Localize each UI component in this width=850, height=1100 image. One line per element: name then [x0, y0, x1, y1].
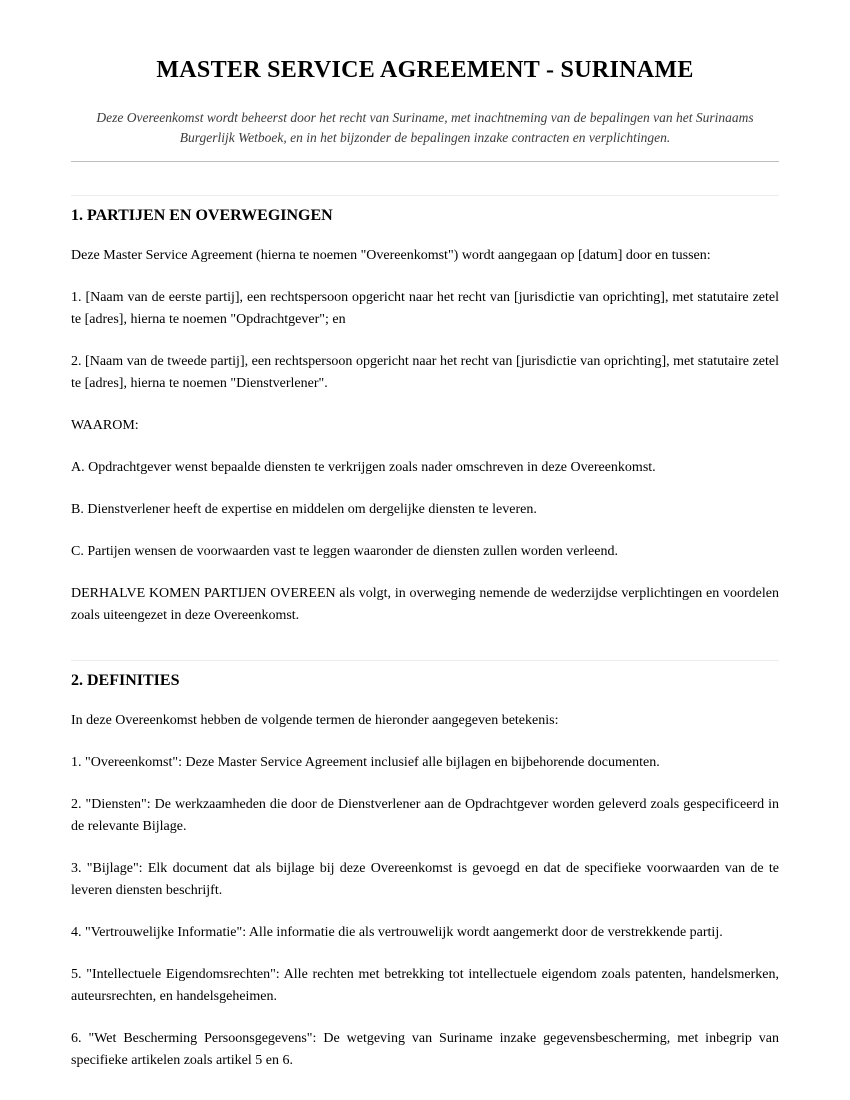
paragraph: 3. "Bijlage": Elk document dat als bijlage bij deze Overeenkomst is gevoegd en dat de specifieke voorwaarden van de te leveren diensten beschrijft.: [71, 861, 779, 899]
section-heading: 2. DEFINITIES: [71, 671, 180, 689]
paragraph: In deze Overeenkomst hebben de volgende termen de hieronder aangegeven betekenis:: [71, 713, 559, 729]
paragraph: WAAROM:: [71, 417, 139, 433]
document-title: MASTER SERVICE AGREEMENT - SURINAME: [156, 57, 694, 83]
document-header: [71, 56, 779, 162]
paragraph: Deze Master Service Agreement (hierna te noemen "Overeenkomst") wordt aangegaan op [datum] door en tussen:: [71, 247, 711, 263]
paragraph: DERHALVE KOMEN PARTIJEN OVEREEN als volgt, in overweging nemende de wederzijdse verplichtingen en voordelen zoals uiteengezet in deze Overeenkomst.: [71, 585, 779, 623]
paragraph: 2. "Diensten": De werkzaamheden die door de Dienstverlener aan de Opdrachtgever worden geleverd zoals gespecificeerd in de relevante Bijlage.: [71, 797, 779, 835]
paragraph: 6. "Wet Bescherming Persoonsgegevens": De wetgeving van Suriname inzake gegevensbescherming, met inbegrip van specifieke artikelen zoals artikel 5 en 6.: [71, 1031, 779, 1069]
paragraph: 4. "Vertrouwelijke Informatie": Alle informatie die als vertrouwelijk wordt aangemerkt door de verstrekkende partij.: [71, 925, 723, 941]
section-heading: 1. PARTIJEN EN OVERWEGINGEN: [71, 206, 333, 224]
paragraph: A. Opdrachtgever wenst bepaalde diensten te verkrijgen zoals nader omschreven in deze Overeenkomst.: [71, 459, 656, 475]
paragraph: 5. "Intellectuele Eigendomsrechten": Alle rechten met betrekking tot intellectuele eigendom zoals patenten, handelsmerken, auteursrechten, en handelsgeheimen.: [71, 967, 779, 1005]
paragraph: 1. "Overeenkomst": Deze Master Service Agreement inclusief alle bijlagen en bijbehorende documenten.: [71, 755, 660, 771]
document-preamble: Deze Overeenkomst wordt beheerst door het recht van Suriname, met inachtneming van de bepalingen van het Surinaams Burgerlijk Wetboek, en in het bijzonder de bepalingen inzake contracten en verplichtingen.: [96, 109, 754, 145]
section-partijen-en-overwegingen: [71, 195, 779, 627]
section-definities: [71, 660, 779, 1072]
paragraph: 1. [Naam van de eerste partij], een rechtspersoon opgericht naar het recht van [jurisdictie van oprichting], met statutaire zetel te [adres], hierna te noemen "Opdrachtgever"; en: [71, 289, 779, 327]
paragraph: C. Partijen wensen de voorwaarden vast te leggen waaronder de diensten zullen worden verleend.: [71, 543, 618, 559]
paragraph: B. Dienstverlener heeft de expertise en middelen om dergelijke diensten te leveren.: [71, 501, 537, 517]
paragraph: 2. [Naam van de tweede partij], een rechtspersoon opgericht naar het recht van [jurisdictie van oprichting], met statutaire zetel te [adres], hierna te noemen "Dienstverlener".: [71, 353, 779, 391]
